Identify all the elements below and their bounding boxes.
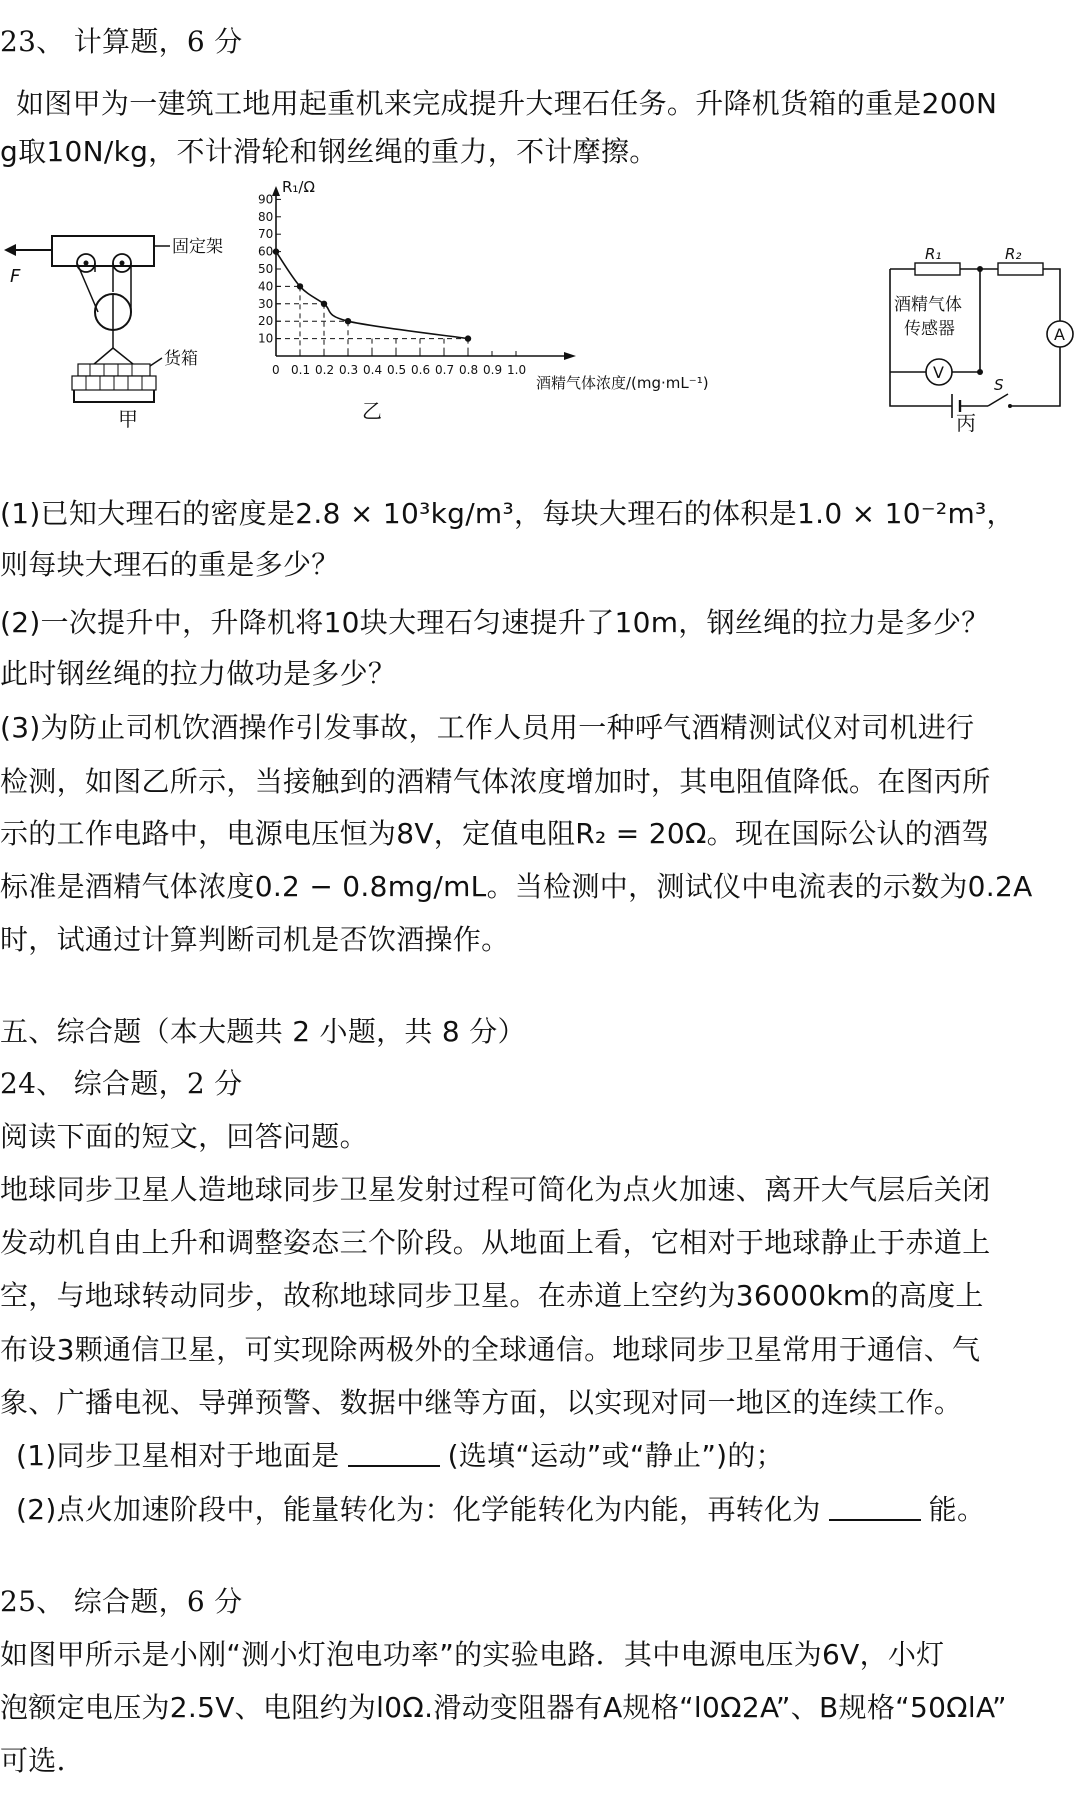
chart-x-tick-label: 0 — [272, 363, 280, 377]
chart-y-tick-label: 30 — [258, 296, 274, 311]
chart-y-tick-label: 10 — [258, 331, 274, 346]
label-cargo-box: 货箱 — [164, 349, 198, 369]
label-R2: R₂ — [1005, 248, 1022, 263]
q24-question-1 — [16, 1436, 1076, 1476]
chart-x-tick-label: 0.3 — [339, 363, 359, 377]
chart-x-tick-label: 0.2 — [315, 363, 335, 377]
chart-x-tick-label: 0.1 — [291, 363, 311, 377]
q24-q1-answer-blank[interactable] — [348, 1437, 440, 1467]
chart-x-tick-label: 0.6 — [411, 363, 431, 377]
chart-x-tick-label: 0.8 — [459, 363, 479, 377]
sensor-label-line-1: 酒精气体 — [894, 295, 962, 315]
q24-q1-text-a: (1)同步卫星相对于地面是 — [16, 1439, 340, 1472]
switch-icon — [988, 394, 1008, 406]
figure-bing-circuit — [850, 248, 1080, 438]
q24-header: 24、 综合题，2 分 — [0, 1067, 243, 1100]
q24-q1-text-b: (选填“运动”或“静止”)的； — [447, 1439, 784, 1472]
chart-points — [273, 248, 471, 341]
q23-part3-line-3: 示的工作电路中，电源电压恒为8V，定值电阻R₂ = 20Ω。现在国际公认的酒驾 — [0, 817, 990, 850]
q24-q2-text-b: 能。 — [928, 1493, 986, 1526]
q24-line-1: 阅读下面的短文，回答问题。 — [0, 1120, 368, 1153]
figure-yi-chart — [258, 176, 738, 440]
q23-part1-line-1: (1)已知大理石的密度是2.8 × 10³kg/m³，每块大理石的体积是1.0 × 10⁻²m³， — [0, 497, 1015, 530]
label-F: F — [10, 266, 21, 287]
chart-y-tick-label: 20 — [258, 314, 274, 329]
q25-header: 25、 综合题，6 分 — [0, 1585, 243, 1618]
q24-line-3: 发动机自由上升和调整姿态三个阶段。从地面上看，它相对于地球静止于赤道上 — [0, 1226, 991, 1259]
chart-y-tick-label: 90 — [258, 192, 274, 207]
q25-line-3: 可选． — [0, 1744, 85, 1777]
q23-part3-line-5: 时，试通过计算判断司机是否饮酒操作。 — [0, 923, 510, 956]
q24-line-4: 空，与地球转动同步，故称地球同步卫星。在赤道上空约为36000km的高度上 — [0, 1279, 984, 1312]
svg-text:A: A — [1054, 325, 1065, 344]
q23-intro-line-2: g取10N/kg，不计滑轮和钢丝绳的重力，不计摩擦。 — [0, 135, 658, 168]
caption-jia: 甲 — [118, 407, 138, 431]
chart-point — [345, 318, 351, 324]
resistor-R2 — [998, 263, 1043, 275]
chart-point — [273, 248, 279, 254]
sensor-label-line-2: 传感器 — [904, 319, 955, 339]
q25-line-1: 如图甲所示是小刚“测小灯泡电功率”的实验电路．其中电源电压为6V，小灯 — [0, 1638, 945, 1671]
label-R1: R₁ — [925, 248, 942, 263]
chart-x-tick-label: 1.0 — [507, 363, 527, 377]
q24-line-6: 象、广播电视、导弹预警、数据中继等方面，以实现对同一地区的连续工作。 — [0, 1386, 963, 1419]
chart-point — [297, 283, 303, 289]
chart-x-axis-arrow — [564, 352, 576, 360]
figure-jia-pulley — [0, 188, 250, 438]
chart-y-tick-label: 80 — [258, 209, 274, 224]
chart-x-tick-label: 0.9 — [483, 363, 503, 377]
caption-bing: 丙 — [956, 411, 976, 435]
chart-x-tick-label: 0.5 — [387, 363, 407, 377]
chart-y-tick-label: 50 — [258, 262, 274, 276]
q23-part2-line-2: 此时钢丝绳的拉力做功是多少？ — [0, 657, 397, 690]
section5-header: 五、综合题（本大题共 2 小题，共 8 分） — [0, 1015, 526, 1048]
chart-y-tick-label: 70 — [258, 227, 274, 242]
q23-part3-line-2: 检测，如图乙所示，当接触到的酒精气体浓度增加时，其电阻值降低。在图丙所 — [0, 765, 991, 798]
q24-line-5: 布设3颗通信卫星，可实现除两极外的全球通信。地球同步卫星常用于通信、气 — [0, 1333, 981, 1366]
chart-x-axis-label: 酒精气体浓度/(mg·mL⁻¹) — [536, 374, 709, 392]
q24-q2-text-a: (2)点火加速阶段中，能量转化为：化学能转化为内能，再转化为 — [16, 1493, 821, 1526]
q24-line-2: 地球同步卫星人造地球同步卫星发射过程可简化为点火加速、离开大气层后关闭 — [0, 1173, 991, 1206]
chart-guides — [276, 286, 468, 356]
q23-part3-line-1: (3)为防止司机饮酒操作引发事故，工作人员用一种呼气酒精测试仪对司机进行 — [0, 711, 975, 744]
q25-line-2: 泡额定电压为2.5V、电阻约为l0Ω.滑动变阻器有A规格“l0Ω2A”、B规格“50ΩlA” — [0, 1691, 1007, 1724]
chart-point — [465, 335, 471, 341]
chart-curve — [276, 252, 468, 339]
q23-header: 23、 计算题，6 分 — [0, 25, 243, 58]
q23-part2-line-1: (2)一次提升中，升降机将10块大理石匀速提升了10m，钢丝绳的拉力是多少？ — [0, 606, 990, 639]
resistor-R1 — [915, 263, 960, 275]
q23-part1-line-2: 则每块大理石的重是多少？ — [0, 548, 340, 581]
q24-q2-answer-blank[interactable] — [829, 1491, 921, 1521]
label-frame: 固定架 — [172, 237, 223, 257]
chart-y-tick-label: 60 — [258, 244, 274, 259]
q24-question-2 — [16, 1490, 1076, 1530]
chart-y-tick-label: 40 — [258, 279, 274, 294]
q23-part3-line-4: 标准是酒精气体浓度0.2 − 0.8mg/mL。当检测中，测试仪中电流表的示数为0.2A — [0, 870, 1033, 903]
chart-y-axis-label: R₁/Ω — [282, 178, 315, 196]
chart-point — [321, 301, 327, 307]
caption-yi: 乙 — [362, 399, 382, 423]
svg-text:V: V — [933, 363, 944, 382]
chart-x-tick-label: 0.7 — [435, 363, 455, 377]
label-S: S — [994, 376, 1004, 394]
q23-intro-line-1: 如图甲为一建筑工地用起重机来完成提升大理石任务。升降机货箱的重是200N — [16, 87, 998, 120]
chart-x-tick-label: 0.4 — [363, 363, 383, 377]
